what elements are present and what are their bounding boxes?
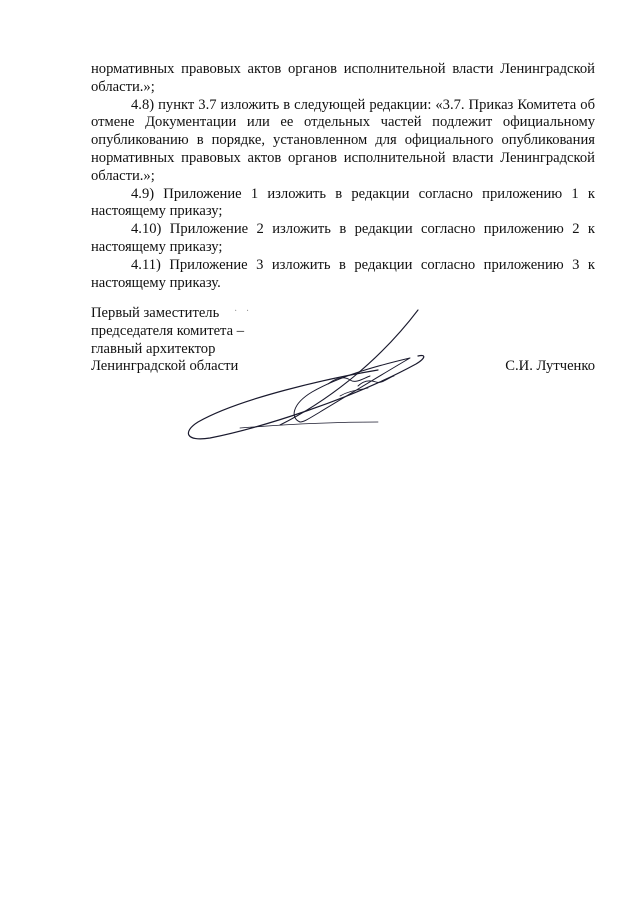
paragraph-item-4-8: 4.8) пункт 3.7 изложить в следующей редакции: «3.7. Приказ Комитета об отмене Документации или ее отдельных частей подлежит официальному опубликованию в порядке, установленном для официального опубликования нормативных правовых актов органов исполнительной власти Ленинградской области.»; bbox=[91, 96, 595, 184]
paragraph-item-4-9: 4.9) Приложение 1 изложить в редакции согласно приложению 1 к настоящему приказу; bbox=[91, 185, 595, 220]
paragraph-item-4-11: 4.11) Приложение 3 изложить в редакции согласно приложению 3 к настоящему приказу. bbox=[91, 256, 595, 291]
signer-title-line: Ленинградской области bbox=[91, 358, 239, 375]
signer-title-line: Первый заместитель bbox=[91, 305, 220, 321]
handwritten-signature-icon bbox=[180, 300, 440, 450]
scan-artifact-dots: · · bbox=[234, 306, 253, 317]
paragraph-continuation: нормативных правовых актов органов исполнительной власти Ленинградской области.»; bbox=[91, 61, 595, 95]
paragraph-item-4-10: 4.10) Приложение 2 изложить в редакции согласно приложению 2 к настоящему приказу; bbox=[91, 221, 595, 255]
document-body bbox=[91, 61, 595, 292]
signer-name: С.И. Лутченко bbox=[505, 358, 595, 374]
signer-title-line: главный архитектор bbox=[91, 340, 216, 357]
signer-title-line: председателя комитета – bbox=[91, 322, 245, 339]
